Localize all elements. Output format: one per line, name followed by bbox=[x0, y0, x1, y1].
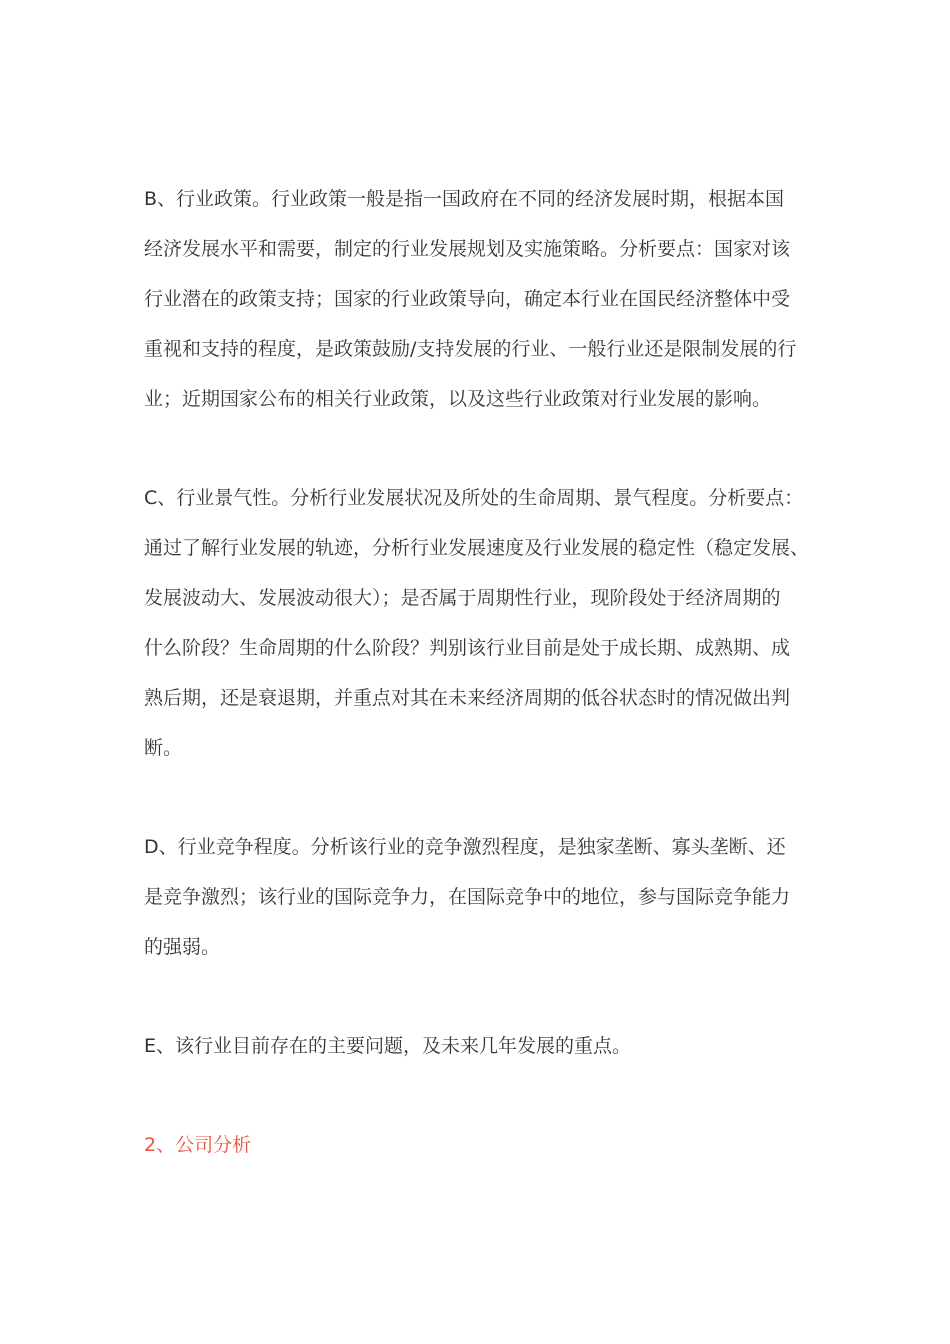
paragraph-spacer bbox=[144, 773, 808, 822]
paragraph-spacer bbox=[144, 972, 808, 1021]
paragraph-line: 发展波动大、发展波动很大）；是否属于周期性行业，现阶段处于经济周期的 bbox=[144, 587, 781, 609]
paragraph-line: 是竞争激烈；该行业的国际竞争力，在国际竞争中的地位，参与国际竞争能力 bbox=[144, 886, 791, 908]
paragraph-line: B、行业政策。行业政策一般是指一国政府在不同的经济发展时期，根据本国 bbox=[144, 188, 785, 210]
document-body bbox=[144, 174, 808, 1170]
paragraph-industry-issues bbox=[144, 1021, 808, 1071]
paragraph-line: 熟后期，还是衰退期，并重点对其在未来经济周期的低谷状态时的情况做出判 bbox=[144, 687, 791, 709]
paragraph-line: C、行业景气性。分析行业发展状况及所处的生命周期、景气程度。分析要点： bbox=[144, 487, 804, 509]
paragraph-line: 的强弱。 bbox=[144, 936, 221, 958]
paragraph-line: 行业潜在的政策支持；国家的行业政策导向，确定本行业在国民经济整体中受 bbox=[144, 288, 791, 310]
paragraph-line: E、该行业目前存在的主要问题，及未来几年发展的重点。 bbox=[144, 1035, 632, 1057]
paragraph-line: 通过了解行业发展的轨迹，分析行业发展速度及行业发展的稳定性（稳定发展、 bbox=[144, 537, 810, 559]
paragraph-industry-policy bbox=[144, 174, 808, 424]
paragraph-line: 什么阶段？生命周期的什么阶段？判别该行业目前是处于成长期、成熟期、成 bbox=[144, 637, 791, 659]
paragraph-industry-prosperity bbox=[144, 473, 808, 773]
paragraph-industry-competition bbox=[144, 822, 808, 972]
paragraph-line: 业；近期国家公布的相关行业政策，以及这些行业政策对行业发展的影响。 bbox=[144, 388, 772, 410]
paragraph-line: 经济发展水平和需要，制定的行业发展规划及实施策略。分析要点：国家对该 bbox=[144, 238, 791, 260]
paragraph-spacer bbox=[144, 1071, 808, 1120]
paragraph-spacer bbox=[144, 424, 808, 473]
paragraph-line: 断。 bbox=[144, 737, 183, 759]
section-heading-company-analysis: 2、公司分析 bbox=[144, 1134, 252, 1156]
paragraph-line: 重视和支持的程度，是政策鼓励/支持发展的行业、一般行业还是限制发展的行 bbox=[144, 338, 797, 360]
paragraph-line: D、行业竞争程度。分析该行业的竞争激烈程度，是独家垄断、寡头垄断、还 bbox=[144, 836, 786, 858]
